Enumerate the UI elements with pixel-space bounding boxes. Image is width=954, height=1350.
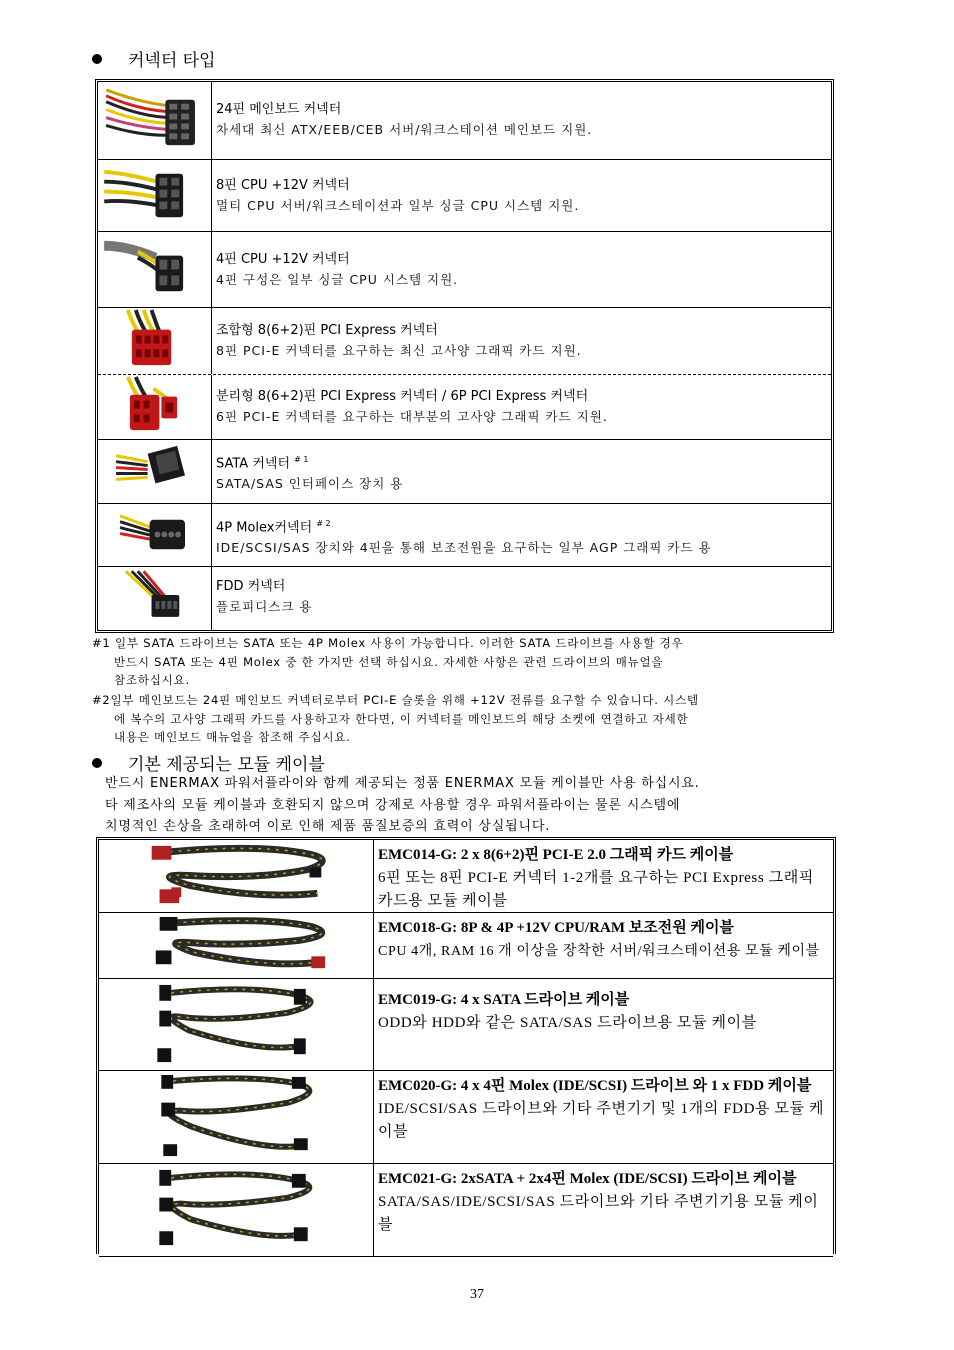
footnote-line: 반드시 SATA 또는 4핀 Molex 중 한 가지만 선택 하십시요. 자세한 사항은 관련 드라이브의 매뉴얼을 (114, 654, 664, 669)
footnote-1 (92, 634, 840, 690)
connector-desc: 플로피디스크 용 (216, 599, 313, 614)
paragraph-line: 타 제조사의 모듈 케이블과 호환되지 않으며 강제로 사용할 경우 파워서플라이는 물론 시스템에 (105, 797, 681, 813)
module-row (99, 913, 833, 979)
connector-title: FDD 커넥터 (216, 579, 286, 594)
connector-row (98, 160, 831, 232)
pcie-8pin-split-icon (98, 375, 212, 439)
connector-title-text: SATA 커넥터 (216, 456, 291, 472)
page-number: 37 (470, 1287, 484, 1302)
module-row (99, 1071, 833, 1164)
section-title: 기본 제공되는 모듈 케이블 (128, 755, 325, 775)
connector-desc: 4핀 구성은 일부 싱글 CPU 시스템 지원. (216, 272, 459, 287)
paragraph-line: 반드시 ENERMAX 파워서플라이와 함께 제공되는 정품 ENERMAX 모듈 케이블만 사용 하십시요. (105, 776, 700, 791)
pcie-cable-icon (99, 840, 374, 912)
connector-title: 4핀 CPU +12V 커넥터 (216, 252, 350, 267)
connector-row (98, 232, 831, 308)
sata-cable-icon (99, 979, 374, 1070)
molex-connector-icon (98, 504, 212, 566)
cpu-ram-cable-icon (99, 913, 374, 978)
connector-row (98, 82, 831, 160)
module-desc: SATA/SAS/IDE/SCSI/SAS 드라이브와 기타 주변기기용 모듈 케이블 (378, 1194, 819, 1233)
footnote-2 (92, 691, 840, 747)
module-row (99, 979, 833, 1071)
footnote-mark: # 1 (294, 455, 309, 464)
module-desc: IDE/SCSI/SAS 드라이브와 기타 주변기기 및 1개의 FDD용 모듈 케이블 (378, 1101, 825, 1140)
module-title: EMC020-G: 4 x 4핀 Molex (IDE/SCSI) 드라이브 와 1 x FDD 케이블 (378, 1078, 812, 1094)
connector-title (216, 450, 827, 474)
module-cable-table (96, 837, 836, 1254)
fdd-connector-icon (98, 567, 212, 630)
module-title: EMC014-G: 2 x 8(6+2)핀 PCI-E 2.0 그래픽 카드 케이블 (378, 847, 734, 863)
footnote-line: #1 일부 SATA 드라이브는 SATA 또는 4P Molex 사용이 가능합니다. 이러한 SATA 드라이브를 사용할 경우 (92, 636, 684, 650)
connector-desc: 멀티 CPU 서버/워크스테이션과 일부 싱글 CPU 시스템 지원. (216, 198, 580, 213)
connector-row (98, 504, 831, 567)
connector-desc: 8핀 PCI-E 커넥터를 요구하는 최신 고사양 그래픽 카드 지원. (216, 343, 582, 358)
module-title: EMC021-G: 2xSATA + 2x4핀 Molex (IDE/SCSI) 드라이브 케이블 (378, 1171, 797, 1187)
connector-row (98, 375, 831, 440)
connector-desc: IDE/SCSI/SAS 장치와 4핀을 통해 보조전원을 요구하는 일부 AGP 그래픽 카드 용 (216, 540, 712, 556)
warning-paragraph (105, 773, 837, 838)
module-title: EMC019-G: 4 x SATA 드라이브 케이블 (378, 992, 630, 1008)
connector-desc: 차세대 최신 ATX/EEB/CEB 서버/워크스테이션 메인보드 지원. (216, 122, 593, 137)
footnote-line: 에 복수의 고사양 그래픽 카드를 사용하고자 한다면, 이 커넥터를 메인보드의 해당 소켓에 연결하고 자세한 (114, 711, 689, 726)
connector-desc: 6핀 PCI-E 커넥터를 요구하는 대부분의 고사양 그래픽 카드 지원. (216, 409, 608, 424)
module-desc: CPU 4개, RAM 16 개 이상을 장착한 서버/워크스테이션용 모듈 케이블 (378, 944, 820, 959)
footnote-line: 참조하십시요. (114, 673, 190, 687)
sata-connector-icon (98, 440, 212, 503)
module-desc: ODD와 HDD와 같은 SATA/SAS 드라이브용 모듈 케이블 (378, 1015, 757, 1031)
connector-title: 조합형 8(6+2)핀 PCI Express 커넥터 (216, 323, 438, 338)
connector-title-text: 4P Molex커넥터 (216, 520, 313, 536)
bullet-icon (92, 54, 102, 64)
connector-row (98, 567, 831, 630)
connector-row (98, 440, 831, 504)
4pin-cpu-connector-icon (98, 232, 212, 307)
paragraph-line: 치명적인 손상을 초래하여 이로 인해 제품 품질보증의 효력이 상실됩니다. (105, 819, 551, 834)
section-heading-module-cables (92, 750, 325, 775)
connector-title: 24핀 메인보드 커넥터 (216, 102, 342, 117)
connector-desc: SATA/SAS 인터페이스 장치 용 (216, 476, 404, 492)
sata-molex-cable-icon (99, 1164, 374, 1256)
section-title: 커넥터 타입 (128, 51, 216, 71)
connector-row (98, 308, 831, 375)
module-title: EMC018-G: 8P & 4P +12V CPU/RAM 보조전원 케이블 (378, 920, 734, 936)
connector-table (95, 79, 834, 633)
bullet-icon (92, 758, 102, 768)
footnote-line: #2일부 메인보드는 24핀 메인보드 커넥터로부터 PCI-E 슬롯을 위해 +12V 전류를 요구할 수 있습니다. 시스템 (92, 693, 699, 707)
footnote-line: 내용은 메인보드 매뉴얼을 참조해 주십시요. (114, 730, 351, 744)
24pin-connector-icon (98, 82, 212, 159)
connector-title: 8핀 CPU +12V 커넥터 (216, 178, 350, 193)
8pin-cpu-connector-icon (98, 160, 212, 231)
module-row (99, 1164, 833, 1257)
molex-fdd-cable-icon (99, 1071, 374, 1163)
connector-title (216, 514, 827, 538)
section-heading-connector-types (92, 46, 216, 71)
module-desc: 6핀 또는 8핀 PCI-E 커넥터 1-2개를 요구하는 PCI Express 그래픽 카드용 모듈 케이블 (378, 870, 814, 909)
connector-title: 분리형 8(6+2)핀 PCI Express 커넥터 / 6P PCI Express 커넥터 (216, 389, 589, 404)
module-row (99, 840, 833, 913)
pcie-8pin-combined-icon (98, 308, 212, 374)
footnote-mark: # 2 (316, 519, 331, 528)
